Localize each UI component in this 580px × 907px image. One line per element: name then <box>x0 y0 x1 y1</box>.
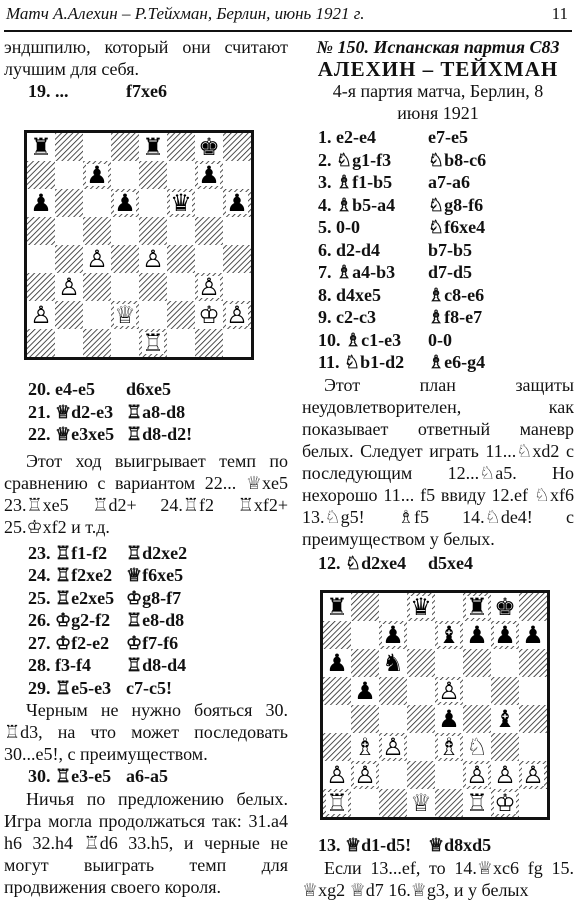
move-row <box>302 239 574 262</box>
white-move: 26. ♔g2-f2 <box>28 610 111 630</box>
white-move: 2. ♘g1-f3 <box>318 149 392 170</box>
black-pawn-icon: ♟ <box>86 161 108 189</box>
light-square <box>435 649 463 677</box>
black-move: ♘b8-c6 <box>428 149 487 170</box>
light-square <box>111 273 139 301</box>
white-rook-icon: ♖ <box>142 329 164 357</box>
move-row <box>302 149 574 172</box>
white-pawn-icon: ♙ <box>198 273 220 301</box>
chess-diagram-1 <box>24 130 254 360</box>
white-move: 24. ♖f2xe2 <box>28 565 113 585</box>
page-header <box>4 0 572 32</box>
black-rook-icon: ♜ <box>30 133 52 161</box>
light-square <box>55 161 83 189</box>
light-square <box>379 761 407 789</box>
dark-square <box>83 217 111 245</box>
dark-square <box>167 245 195 273</box>
white-move: 9. c2-c3 <box>318 307 376 327</box>
white-pawn-icon: ♙ <box>226 301 248 329</box>
black-move: e7-e5 <box>428 127 468 147</box>
dark-square <box>167 133 195 161</box>
move-row <box>4 632 288 655</box>
black-move: a6-a5 <box>126 766 168 786</box>
dark-square <box>463 649 491 677</box>
move-row <box>302 284 574 307</box>
light-square <box>223 273 251 301</box>
move-row <box>302 171 574 194</box>
white-move: 20. e4-e5 <box>28 379 95 399</box>
white-move: 19. ... <box>28 81 69 101</box>
white-knight-icon: ♘ <box>466 733 488 761</box>
dark-square <box>351 593 379 621</box>
black-pawn-icon: ♟ <box>326 649 348 677</box>
comment-paragraph: Этот план защиты неудовлетворителен, как показывает ответный маневр белых. Следует играть 11...♘xd2 с последующим 12...♘a5. Но нехорошо 11... f5 ввиду 12.ef ♘xf6 13.♘g5! ♗f5 14.♘de4! с преимуществом у белых. <box>302 374 574 549</box>
move-row <box>4 564 288 587</box>
black-king-icon: ♚ <box>198 133 220 161</box>
white-pawn-icon: ♙ <box>86 245 108 273</box>
black-king-icon: ♚ <box>494 593 516 621</box>
dark-square <box>195 329 223 357</box>
black-move: ♖a8-d8 <box>126 401 186 422</box>
move-row <box>302 351 574 374</box>
white-pawn-icon: ♙ <box>354 761 376 789</box>
light-square <box>223 161 251 189</box>
white-pawn-icon: ♙ <box>30 301 52 329</box>
light-square <box>83 301 111 329</box>
dark-square <box>55 245 83 273</box>
light-square <box>55 329 83 357</box>
black-move: ♘g8-f6 <box>428 194 484 215</box>
black-move: ♖d2xe2 <box>126 542 188 563</box>
white-move: 3. ♗f1-b5 <box>318 172 393 192</box>
move-row <box>302 306 574 329</box>
black-move: d7-d5 <box>428 262 473 282</box>
light-square <box>407 621 435 649</box>
black-pawn-icon: ♟ <box>226 189 248 217</box>
dark-square <box>55 133 83 161</box>
move-row <box>4 587 288 610</box>
light-square <box>139 301 167 329</box>
left-column-continued <box>4 378 288 898</box>
white-pawn-icon: ♙ <box>494 761 516 789</box>
chessboard <box>27 133 251 357</box>
comment-paragraph: Этот ход выигрывает темп по сравнению с вариантом 22... ♕xe5 23.♖xe5 ♖d2+ 24.♖f2 ♖xf2+ 25.♔xf2 и т.д. <box>4 450 288 537</box>
black-pawn-icon: ♟ <box>522 621 544 649</box>
light-square <box>519 733 547 761</box>
move-row <box>4 677 288 700</box>
left-column <box>4 36 288 103</box>
chess-diagram-2 <box>320 590 550 820</box>
light-square <box>519 677 547 705</box>
right-column-continued <box>302 834 574 901</box>
black-move: ♖d8-d2! <box>126 424 193 444</box>
white-move: 27. ♔f2-e2 <box>28 632 110 653</box>
dark-square <box>83 329 111 357</box>
comment-paragraph: Ничья по предложению белых. Игра могла продолжаться так: 31.a4 h6 32.h4 ♖d6 33.h5, и черные не могут выиграть темп для продвижения своего короля. <box>4 788 288 897</box>
light-square <box>519 789 547 817</box>
dark-square <box>407 705 435 733</box>
move-row <box>302 216 574 239</box>
black-move: ♖e8-d8 <box>126 610 185 630</box>
black-pawn-icon: ♟ <box>382 621 404 649</box>
dark-square <box>27 273 55 301</box>
black-pawn-icon: ♟ <box>198 161 220 189</box>
moves-20-22 <box>4 378 288 446</box>
white-queen-icon: ♕ <box>410 789 432 817</box>
black-move: ♔f7-f6 <box>126 632 179 653</box>
white-pawn-icon: ♙ <box>382 733 404 761</box>
black-pawn-icon: ♟ <box>494 621 516 649</box>
black-move: d6xe5 <box>126 379 171 399</box>
black-move: ♖d8-d4 <box>126 655 187 675</box>
light-square <box>83 189 111 217</box>
white-move: 21. ♕d2-e3 <box>28 401 114 422</box>
move-row <box>4 423 288 446</box>
black-knight-icon: ♞ <box>382 649 404 677</box>
move-row <box>4 401 288 424</box>
light-square <box>463 677 491 705</box>
white-move: 5. 0-0 <box>318 217 360 237</box>
light-square <box>351 621 379 649</box>
black-move: ♗f8-e7 <box>428 307 483 327</box>
black-rook-icon: ♜ <box>326 593 348 621</box>
light-square <box>167 273 195 301</box>
dark-square <box>55 189 83 217</box>
white-move: 30. ♖e3-e5 <box>28 766 112 786</box>
move-row <box>302 194 574 217</box>
black-pawn-icon: ♟ <box>466 621 488 649</box>
move-30 <box>4 765 288 788</box>
black-move: d5xe4 <box>428 552 473 573</box>
dark-square <box>223 245 251 273</box>
white-king-icon: ♔ <box>198 301 220 329</box>
dark-square <box>491 677 519 705</box>
light-square <box>407 677 435 705</box>
black-move: ♗e6-g4 <box>428 352 486 372</box>
white-king-icon: ♔ <box>494 789 516 817</box>
white-rook-icon: ♖ <box>326 789 348 817</box>
chessboard <box>323 593 547 817</box>
move-row <box>4 654 288 677</box>
white-pawn-icon: ♙ <box>522 761 544 789</box>
dark-square <box>139 217 167 245</box>
dark-square <box>55 301 83 329</box>
light-square <box>167 217 195 245</box>
light-square <box>27 245 55 273</box>
move-row <box>4 609 288 632</box>
black-bishop-icon: ♝ <box>494 705 516 733</box>
light-square <box>111 217 139 245</box>
light-square <box>435 761 463 789</box>
black-move: a7-a6 <box>428 172 470 192</box>
light-square <box>83 133 111 161</box>
game-title: № 150. Испанская партия С83 <box>316 37 560 57</box>
move-row <box>4 542 288 565</box>
light-square <box>111 329 139 357</box>
black-queen-icon: ♛ <box>170 189 192 217</box>
white-move: 1. e2-e4 <box>318 127 376 147</box>
light-square <box>407 733 435 761</box>
intro-text: эндшпилю, который они считают лучшим для себя. <box>4 37 288 79</box>
white-bishop-icon: ♗ <box>438 733 460 761</box>
white-bishop-icon: ♗ <box>354 733 376 761</box>
dark-square <box>27 161 55 189</box>
white-move: 22. ♕e3xe5 <box>28 424 115 444</box>
game-subtitle: 4-я партия матча, Берлин, 8 июня 1921 <box>332 81 544 123</box>
black-pawn-icon: ♟ <box>114 189 136 217</box>
dark-square <box>323 621 351 649</box>
light-square <box>379 705 407 733</box>
moves-23-29 <box>4 542 288 700</box>
light-square <box>111 161 139 189</box>
dark-square <box>407 649 435 677</box>
black-move: ♗c8-e6 <box>428 284 485 305</box>
dark-square <box>139 273 167 301</box>
dark-square <box>27 217 55 245</box>
white-move: 28. f3-f4 <box>28 655 91 675</box>
dark-square <box>519 705 547 733</box>
dark-square <box>407 761 435 789</box>
white-queen-icon: ♕ <box>114 301 136 329</box>
white-pawn-icon: ♙ <box>466 761 488 789</box>
light-square <box>223 217 251 245</box>
light-square <box>167 329 195 357</box>
black-rook-icon: ♜ <box>466 593 488 621</box>
black-move: ♕d8xd5 <box>428 835 492 855</box>
dark-square <box>519 649 547 677</box>
dark-square <box>27 329 55 357</box>
white-move: 4. ♗b5-a4 <box>318 194 396 215</box>
black-move: f7xe6 <box>126 81 167 101</box>
light-square <box>167 161 195 189</box>
black-move: 0-0 <box>428 329 452 350</box>
dark-square <box>111 245 139 273</box>
comment-paragraph: Если 13...ef, то 14.♕xc6 fg 15. ♕xg2 ♕d7 16.♕g3, и у белых <box>302 857 574 900</box>
dark-square <box>351 705 379 733</box>
light-square <box>195 245 223 273</box>
dark-square <box>111 133 139 161</box>
light-square <box>55 217 83 245</box>
white-rook-icon: ♖ <box>466 789 488 817</box>
white-move: 6. d2-d4 <box>318 239 381 260</box>
move-19 <box>4 80 288 103</box>
white-move: 13. ♕d1-d5! <box>318 835 412 855</box>
move-row <box>4 378 288 401</box>
white-pawn-icon: ♙ <box>326 761 348 789</box>
black-bishop-icon: ♝ <box>438 621 460 649</box>
move-13 <box>302 834 574 857</box>
white-move: 7. ♗a4-b3 <box>318 262 396 282</box>
white-move: 10. ♗c1-e3 <box>318 329 402 350</box>
dark-square <box>83 273 111 301</box>
comment-paragraph: Черным не нужно бояться 30. ♖d3, на что может последовать 30...e5!, с преимуществом. <box>4 700 288 764</box>
dark-square <box>435 789 463 817</box>
light-square <box>351 789 379 817</box>
black-move: ♘f6xe4 <box>428 217 486 237</box>
light-square <box>195 189 223 217</box>
light-square <box>223 329 251 357</box>
light-square <box>491 649 519 677</box>
light-square <box>323 705 351 733</box>
black-move: ♔g8-f7 <box>126 587 182 608</box>
light-square <box>379 593 407 621</box>
dark-square <box>379 789 407 817</box>
dark-square <box>491 733 519 761</box>
white-pawn-icon: ♙ <box>438 677 460 705</box>
move-row <box>302 261 574 284</box>
black-move: ♕f6xe5 <box>126 565 184 585</box>
dark-square <box>323 677 351 705</box>
black-pawn-icon: ♟ <box>30 189 52 217</box>
dark-square <box>223 133 251 161</box>
dark-square <box>195 217 223 245</box>
page-number: 11 <box>551 4 568 23</box>
white-pawn-icon: ♙ <box>58 273 80 301</box>
black-move: c7-c5! <box>126 677 172 698</box>
moves-1-11 <box>302 126 574 374</box>
right-column <box>302 36 574 574</box>
dark-square <box>139 161 167 189</box>
white-move: 29. ♖e5-e3 <box>28 677 112 698</box>
black-queen-icon: ♛ <box>410 593 432 621</box>
dark-square <box>167 301 195 329</box>
dark-square <box>323 733 351 761</box>
black-pawn-icon: ♟ <box>354 677 376 705</box>
light-square <box>139 189 167 217</box>
dark-square <box>463 705 491 733</box>
black-rook-icon: ♜ <box>142 133 164 161</box>
move-12 <box>302 552 574 575</box>
white-move: 12. ♘d2xe4 <box>318 552 407 573</box>
dark-square <box>379 677 407 705</box>
light-square <box>435 593 463 621</box>
black-move: b7-b5 <box>428 239 473 260</box>
white-pawn-icon: ♙ <box>142 245 164 273</box>
white-move: 23. ♖f1-f2 <box>28 542 108 563</box>
black-pawn-icon: ♟ <box>438 705 460 733</box>
running-title: Матч А.Алехин – Р.Тейхман, Берлин, июнь 1921 г. <box>6 4 365 23</box>
dark-square <box>519 593 547 621</box>
white-move: 8. d4xe5 <box>318 284 381 305</box>
white-move: 11. ♘b1-d2 <box>318 352 405 372</box>
move-row <box>302 126 574 149</box>
white-move: 25. ♖e2xe5 <box>28 587 115 608</box>
players-heading: АЛЕХИН – ТЕЙХМАН <box>317 57 559 81</box>
dark-square <box>351 649 379 677</box>
move-row <box>302 329 574 352</box>
